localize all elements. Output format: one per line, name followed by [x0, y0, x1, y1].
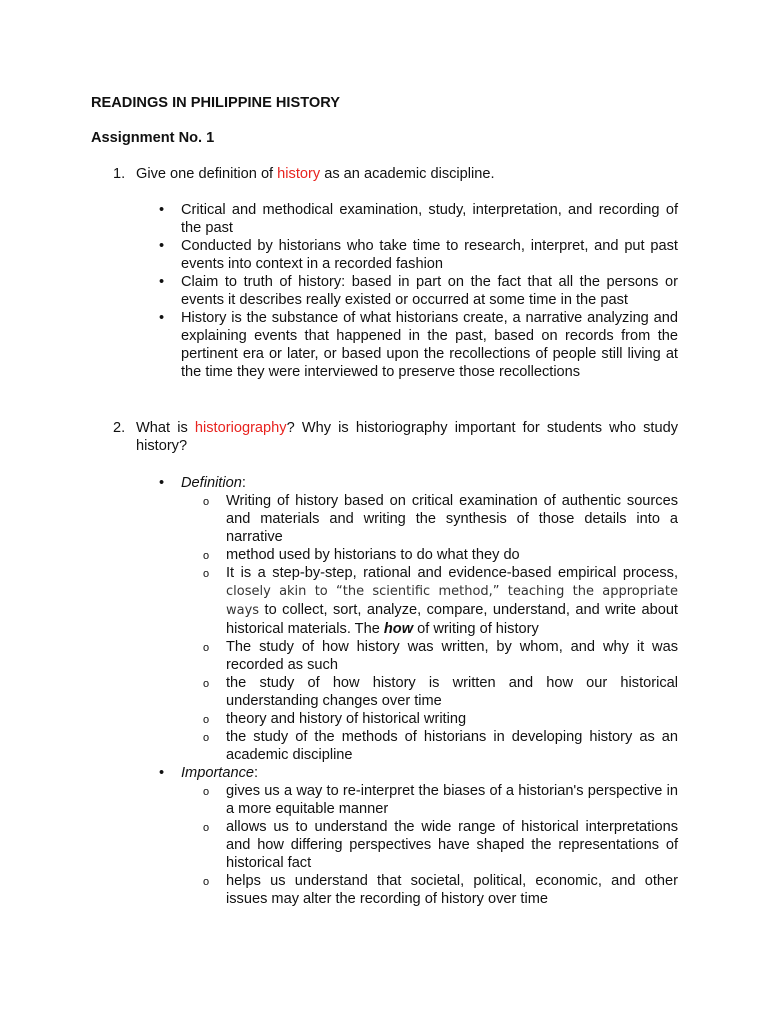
- assignment-heading: Assignment No. 1: [91, 130, 215, 146]
- question-2-answer-list: [159, 474, 678, 908]
- question-1-text-before: Give one definition of: [136, 166, 278, 182]
- list-item-text: Claim to truth of history: based in part on the fact that all the persons or events it describes really existed or occurred at some time in the past: [181, 274, 678, 308]
- list-item-text: History is the substance of what historians create, a narrative analyzing and explaining events that happened in the past, based on records from the pertinent era or later, or based upon the recollections of people still living at the time they were interviewed to preserve those recollections: [181, 310, 678, 380]
- list-item-text: Writing of history based on critical examination of authentic sources and materials and writing the synthesis of those details into a narrative: [226, 493, 678, 545]
- importance-colon: :: [254, 765, 259, 781]
- list-item: [181, 638, 678, 674]
- importance-label: Importance: [181, 765, 255, 781]
- list-item-text: theory and history of historical writing: [226, 711, 467, 727]
- list-item-text: the study of how history is written and how our historical understanding changes over time: [226, 675, 678, 709]
- list-item: [181, 710, 678, 728]
- list-item-text-line-2: closely akin to “the scientific method,” teaching the appropriate ways: [226, 584, 678, 618]
- question-2-text-after: ? Why is historiography important for students who study history?: [136, 420, 678, 454]
- list-item-text-line-3: to collect, sort, analyze, compare, understand, and write about historical materials. The: [226, 602, 678, 637]
- definition-colon: :: [241, 475, 246, 491]
- circle-bullet-icon: o: [203, 678, 210, 690]
- list-item: [181, 492, 678, 546]
- list-item-text: allows us to understand the wide range of historical interpretations and how differing perspectives have shaped the representations of historical fact: [226, 819, 678, 871]
- circle-bullet-icon: o: [203, 642, 210, 654]
- bullet-icon: •: [159, 238, 165, 254]
- question-2-text: [136, 419, 678, 455]
- bullet-icon: •: [159, 475, 165, 491]
- bullet-icon: •: [159, 310, 165, 326]
- list-item: [159, 273, 678, 309]
- list-item: [181, 782, 678, 818]
- list-item-text: helps us understand that societal, political, economic, and other issues may alter the recording of history over time: [226, 873, 678, 907]
- question-1-text-after: as an academic discipline.: [320, 166, 495, 182]
- bullet-icon: •: [159, 202, 165, 218]
- list-item: [181, 546, 678, 564]
- importance-list: [181, 782, 678, 908]
- definition-section: [159, 474, 678, 764]
- list-item-text: method used by historians to do what they do: [226, 547, 520, 563]
- circle-bullet-icon: o: [203, 786, 210, 798]
- question-2-highlight: historiography: [194, 420, 287, 436]
- list-item-text: The study of how history was written, by whom, and why it was recorded as such: [226, 639, 678, 673]
- list-item: [181, 818, 678, 872]
- list-item-text: the study of the methods of historians in developing history as an academic discipline: [226, 729, 678, 763]
- list-item: [159, 309, 678, 381]
- question-1-answer-list: [159, 201, 678, 381]
- circle-bullet-icon: o: [203, 496, 210, 508]
- list-item: [181, 564, 678, 638]
- question-1: [113, 165, 678, 183]
- emphasis-how: how: [383, 621, 414, 637]
- list-item: [159, 237, 678, 273]
- list-item-text: Conducted by historians who take time to research, interpret, and put past events into context in a recorded fashion: [181, 238, 678, 272]
- document-title: READINGS IN PHILIPPINE HISTORY: [91, 95, 340, 111]
- bullet-icon: •: [159, 765, 165, 781]
- question-2: [113, 419, 678, 455]
- circle-bullet-icon: o: [203, 876, 210, 888]
- circle-bullet-icon: o: [203, 550, 210, 562]
- question-2-number: 2.: [113, 420, 126, 436]
- circle-bullet-icon: o: [203, 822, 210, 834]
- circle-bullet-icon: o: [203, 714, 210, 726]
- circle-bullet-icon: o: [203, 732, 210, 744]
- importance-section: [159, 764, 678, 908]
- list-item-text-line-1: It is a step-by-step, rational and evidence-based empirical process,: [226, 565, 678, 581]
- list-item: [181, 728, 678, 764]
- question-1-text: [136, 165, 678, 183]
- question-1-highlight: history: [277, 166, 321, 182]
- definition-label: Definition: [181, 475, 242, 491]
- question-2-text-before: What is: [136, 420, 195, 436]
- list-item: [181, 674, 678, 710]
- list-item-text-line-4: of writing of history: [413, 621, 539, 637]
- list-item: [159, 201, 678, 237]
- list-item: [181, 872, 678, 908]
- question-1-number: 1.: [113, 166, 126, 182]
- list-item-text: gives us a way to re-interpret the biases of a historian's perspective in a more equitable manner: [226, 783, 678, 817]
- bullet-icon: •: [159, 274, 165, 290]
- circle-bullet-icon: o: [203, 568, 210, 580]
- definition-list: [181, 492, 678, 764]
- list-item-text: Critical and methodical examination, study, interpretation, and recording of the past: [181, 202, 678, 236]
